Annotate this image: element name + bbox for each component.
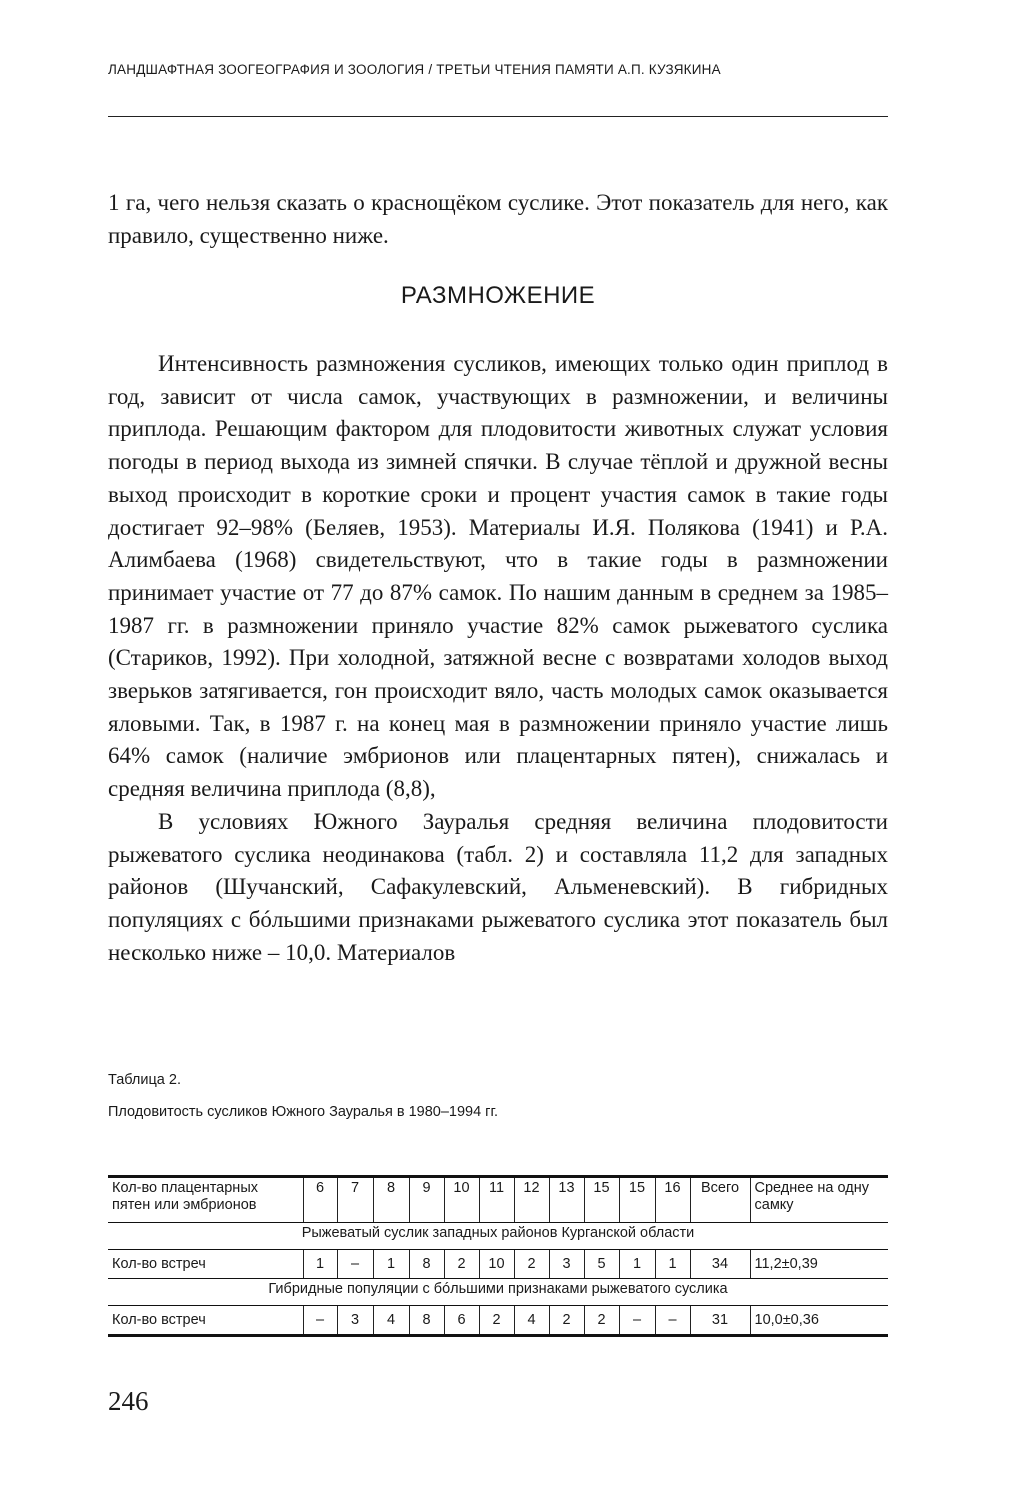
table-cell: 1 bbox=[373, 1250, 409, 1279]
header-cell: 6 bbox=[303, 1177, 337, 1223]
header-cell: 8 bbox=[373, 1177, 409, 1223]
table-cell: – bbox=[337, 1250, 373, 1279]
row-label: Кол-во встреч bbox=[108, 1250, 303, 1279]
header-cell: 10 bbox=[444, 1177, 479, 1223]
table-cell: 2 bbox=[549, 1306, 584, 1336]
table-group-heading bbox=[108, 1223, 888, 1250]
table-group-heading bbox=[108, 1279, 888, 1306]
table-cell: 2 bbox=[444, 1250, 479, 1279]
table-cell: 2 bbox=[479, 1306, 514, 1336]
table-header-row bbox=[108, 1177, 888, 1223]
header-rule bbox=[108, 116, 888, 117]
table-cell: 4 bbox=[514, 1306, 549, 1336]
table-cell: 4 bbox=[373, 1306, 409, 1336]
header-cell: 7 bbox=[337, 1177, 373, 1223]
table-row bbox=[108, 1250, 888, 1279]
average-cell: 10,0±0,36 bbox=[750, 1306, 888, 1336]
section-heading: РАЗМНОЖЕНИЕ bbox=[400, 282, 596, 309]
table-title: Плодовитость сусликов Южного Зауралья в 1980–1994 гг. bbox=[108, 1104, 499, 1120]
table-cell: – bbox=[619, 1306, 655, 1336]
table-label: Таблица 2. bbox=[108, 1072, 181, 1088]
group-title: Гибридные популяции с бóльшими признаками рыжеватого суслика bbox=[108, 1279, 888, 1306]
table-cell: 2 bbox=[514, 1250, 549, 1279]
fertility-table bbox=[108, 1175, 888, 1337]
continued-paragraph bbox=[108, 187, 888, 252]
total-cell: 31 bbox=[690, 1306, 750, 1336]
table-cell: 1 bbox=[303, 1250, 337, 1279]
row-label: Кол-во встреч bbox=[112, 1311, 206, 1328]
paragraph-text: В условиях Южного Зауралья средняя величина плодовитости рыжеватого суслика неодинакова (табл. 2) и составляла 11,2 для западных районов (Шучанский, Сафакулевский, Альменевский). В гибридных популяциях с бóльшими признаками рыжеватого суслика этот показатель был несколько ниже – 10,0. Материалов bbox=[108, 808, 888, 965]
table-cell: 3 bbox=[549, 1250, 584, 1279]
running-head: ЛАНДШАФТНАЯ ЗООГЕОГРАФИЯ И ЗООЛОГИЯ / ТРЕТЬИ ЧТЕНИЯ ПАМЯТИ А.П. КУЗЯКИНА bbox=[108, 62, 721, 77]
table-cell: 5 bbox=[584, 1250, 619, 1279]
header-cell: 13 bbox=[549, 1177, 584, 1223]
header-cell: 15 bbox=[584, 1177, 619, 1223]
total-cell: 34 bbox=[690, 1250, 750, 1279]
group-title: Рыжеватый суслик западных районов Курганской области bbox=[108, 1223, 888, 1250]
paragraph-text: Интенсивность размножения сусликов, имеющих только один приплод в год, зависит от числа самок, участвующих в размножении, и величины приплода. Решающим фактором для плодовитости животных служат условия погоды в период выхода из зимней спячки. В случае тёплой и дружной весны выход происходит в короткие сроки и процент участия самок в такие годы достигает 92–98% (Беляев, 1953). Материалы И.Я. Полякова (1941) и Р.А. Алимбаева (1968) свидетельствуют, что в такие годы в размножении принимает участие от 77 до 87% самок. По нашим данным в среднем за 1985–1987 гг. в размножении приняло участие 82% самок рыжеватого суслика (Стариков, 1992). При холодной, затяжной весне с возвратами холодов выход зверьков затягивается, гон происходит вяло, часть молодых самок оказывается яловыми. Так, в 1987 г. на конец мая в размножении приняло участие лишь 64% самок (наличие эмбрионов или плацентарных пятен), снижалась и средняя величина приплода (8,8), bbox=[108, 351, 888, 802]
table-cell: – bbox=[303, 1306, 337, 1336]
table-cell: 6 bbox=[444, 1306, 479, 1336]
table-cell: 1 bbox=[619, 1250, 655, 1279]
page-number: 246 bbox=[108, 1386, 149, 1416]
table-cell: 3 bbox=[337, 1306, 373, 1336]
header-cell: 15 bbox=[619, 1177, 655, 1223]
body-paragraphs bbox=[108, 348, 888, 969]
paragraph-text: 1 га, чего нельзя сказать о краснощёком суслике. Этот показатель для него, как правило, существенно ниже. bbox=[108, 190, 888, 248]
table-cell: 8 bbox=[409, 1250, 444, 1279]
table-cell: – bbox=[655, 1306, 690, 1336]
header-cell: 16 bbox=[655, 1177, 690, 1223]
header-total: Всего bbox=[690, 1177, 750, 1223]
header-cell: 11 bbox=[479, 1177, 514, 1223]
table-cell: 10 bbox=[479, 1250, 514, 1279]
average-cell: 11,2±0,39 bbox=[750, 1250, 888, 1279]
table-cell: 2 bbox=[584, 1306, 619, 1336]
header-cell: 12 bbox=[514, 1177, 549, 1223]
header-cell: 9 bbox=[409, 1177, 444, 1223]
header-row-label: Кол-во плацентарных пятен или эмбрионов bbox=[108, 1177, 303, 1223]
table-cell: 1 bbox=[655, 1250, 690, 1279]
table-row bbox=[108, 1306, 888, 1336]
table-cell: 8 bbox=[409, 1306, 444, 1336]
header-average: Среднее на одну самку bbox=[750, 1177, 888, 1223]
